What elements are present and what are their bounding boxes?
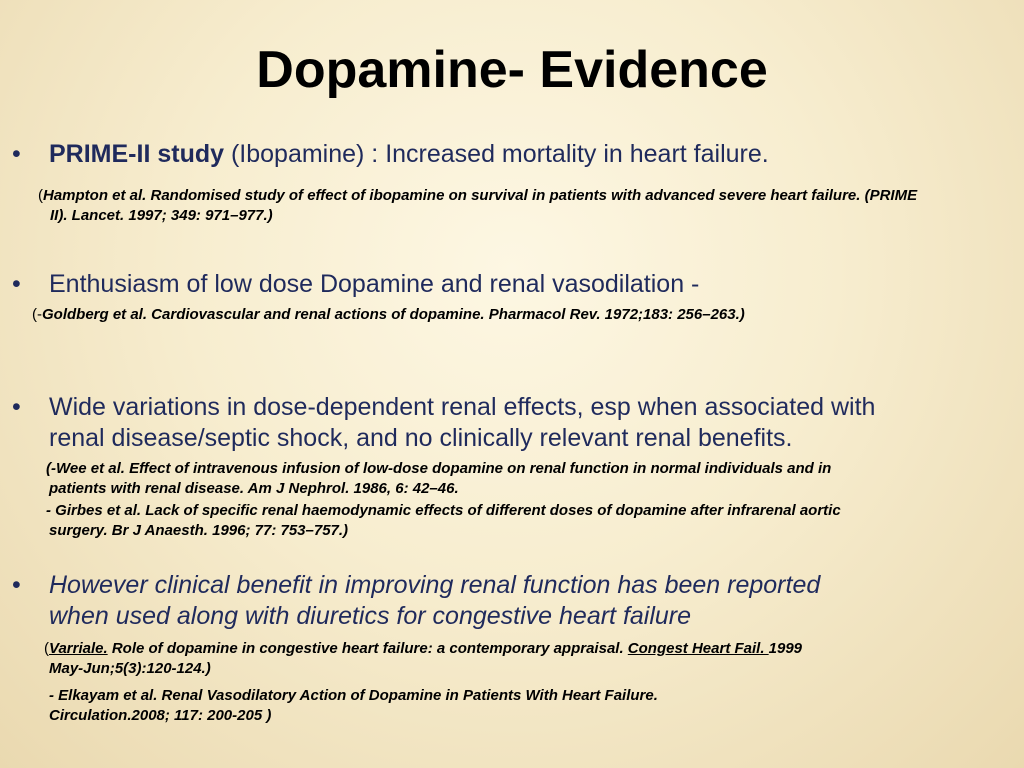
bullet-dot-icon: • [12,571,21,599]
ref-hampton-cont: II). Lancet. 1997; 349: 971–977.) [50,207,273,224]
bullet-3-line1: Wide variations in dose-dependent renal effects, esp when associated with [49,393,876,421]
ref-girbes [46,501,1004,541]
ref-elkayam [49,686,1004,726]
bullet-prime-ii [12,139,1004,170]
ref-elkayam-text: - Elkayam et al. Renal Vasodilatory Action of Dopamine in Patients With Heart Failure. [49,687,658,704]
ref-elkayam-cont: Circulation.2008; 117: 200-205 ) [49,707,272,724]
ref-varriale: (Varriale. Role of dopamine in congestive heart failure: a contemporary appraisal. Congest Heart Fail. 1999 May-Jun;5(3):120-124.) [44,639,1004,679]
bullet-dot-icon: • [12,140,21,168]
bullet-1-text: (Ibopamine) : Increased mortality in heart failure. [224,140,769,168]
ref-varriale-author[interactable]: Varriale. [49,640,108,657]
bullet-2-text: Enthusiasm of low dose Dopamine and renal vasodilation - [49,270,700,298]
ref-wee-cont: patients with renal disease. Am J Nephrol. 1986, 6: 42–46. [49,480,459,497]
bullet-3-line2: renal disease/septic shock, and no clinically relevant renal benefits. [49,424,793,452]
bullet-wide-variations [12,392,1004,454]
bullet-4-line1: However clinical benefit in improving renal function has been reported [49,571,821,599]
ref-girbes-cont: surgery. Br J Anaesth. 1996; 77: 753–757.) [49,522,349,539]
ref-wee [46,459,1004,499]
ref-goldberg-text: Goldberg et al. Cardiovascular and renal actions of dopamine. Pharmacol Rev. 1972;183: 256–263.) [42,306,745,323]
bullet-dot-icon: • [12,393,21,421]
bullet-clinical-benefit [12,570,1004,632]
slide-title: Dopamine- Evidence [256,41,768,99]
ref-hampton-text: Hampton et al. Randomised study of effect of ibopamine on survival in patients with advanced severe heart failure. (PRIME [43,187,918,204]
ref-goldberg: (-Goldberg et al. Cardiovascular and renal actions of dopamine. Pharmacol Rev. 1972;183: 256–263.) [32,306,745,323]
bullet-4-line2: when used along with diuretics for congestive heart failure [49,602,692,630]
ref-varriale-cont: May-Jun;5(3):120-124.) [49,660,211,677]
ref-varriale-journal[interactable]: Congest Heart Fail. [627,640,769,657]
bullet-1-bold: PRIME-II study [49,140,225,168]
bullet-enthusiasm [12,269,1004,300]
ref-wee-text: (-Wee et al. Effect of intravenous infusion of low-dose dopamine on renal function in normal individuals and in [46,460,832,477]
bullet-dot-icon: • [12,270,21,298]
ref-girbes-text: - Girbes et al. Lack of specific renal haemodynamic effects of different doses of dopamine after infrarenal aortic [46,502,841,519]
ref-hampton: (Hampton et al. Randomised study of effect of ibopamine on survival in patients with advanced severe heart failure. (PRIME II). Lancet. 1997; 349: 971–977.) [38,186,1004,226]
